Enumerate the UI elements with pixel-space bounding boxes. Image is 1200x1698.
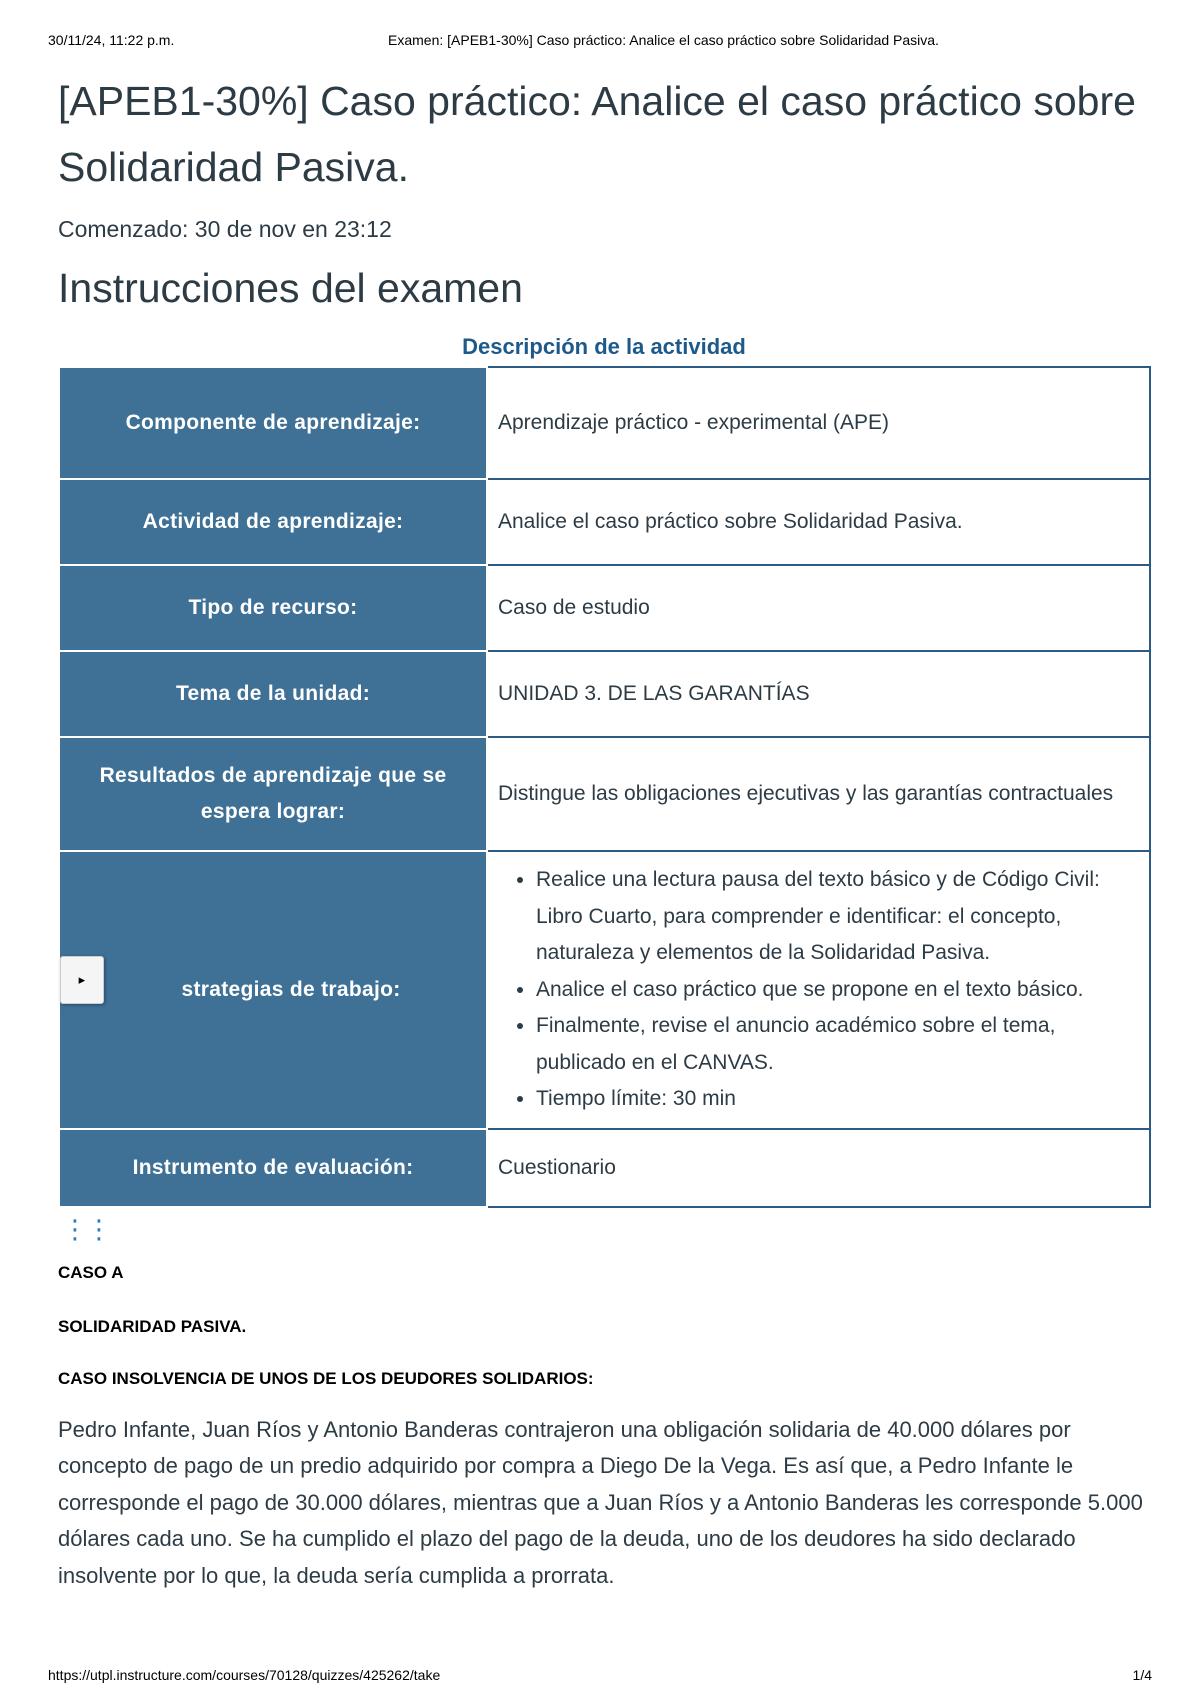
activity-table-caption: Descripción de la actividad [462,334,746,359]
case-subheading: SOLIDARIDAD PASIVA. [58,1316,247,1336]
row-label-evaluation: Instrumento de evaluación: [59,1129,487,1207]
table-row [59,651,1150,737]
strategies-label: strategias de trabajo: [181,977,401,1001]
strategies-list [498,862,1139,1118]
row-value-component: Aprendizaje práctico - experimental (APE) [487,367,1150,479]
case-subheading-insolvency: CASO INSOLVENCIA DE UNOS DE LOS DEUDORES SOLIDARIOS: [58,1368,594,1388]
print-doc-title: Examen: [APEB1-30%] Caso práctico: Analice el caso práctico sobre Solidaridad Pasiva. [388,32,939,48]
row-value-activity: Analice el caso práctico sobre Solidaridad Pasiva. [487,479,1150,565]
table-row [59,479,1150,565]
quiz-content [58,68,1150,1594]
table-row [59,737,1150,851]
row-value-evaluation: Cuestionario [487,1129,1150,1207]
row-label-resource-type: Tipo de recurso: [59,565,487,651]
row-label-unit-topic: Tema de la unidad: [59,651,487,737]
list-item: • Realice una lectura pausa del texto básico y de Código Civil: Libro Cuarto, para comprender e identificar: el concepto, naturaleza y elementos de la Solidaridad Pasiva. [536,862,1139,972]
row-value-unit-topic: UNIDAD 3. DE LAS GARANTÍAS [487,651,1150,737]
activity-description-table [58,366,1151,1208]
table-row [59,1129,1150,1207]
instructions-heading: Instrucciones del examen [58,265,523,311]
row-label-activity: Actividad de aprendizaje: [59,479,487,565]
expand-toggle-button[interactable] [60,956,104,1004]
case-heading: CASO A [58,1262,124,1282]
row-value-learning-results: Distingue las obligaciones ejecutivas y las garantías contractuales [487,737,1150,851]
row-label-strategies [59,851,487,1129]
list-item: • Finalmente, revise el anuncio académico sobre el tema, publicado en el CANVAS. [536,1008,1139,1081]
row-label-learning-results: Resultados de aprendizaje que se espera lograr: [59,737,487,851]
table-row [59,851,1150,1129]
table-row [59,565,1150,651]
row-value-resource-type: Caso de estudio [487,565,1150,651]
print-url: https://utpl.instructure.com/courses/70128/quizzes/425262/take [48,1667,441,1683]
print-header [48,32,1152,52]
quiz-title: [APEB1-30%] Caso práctico: Analice el caso práctico sobre Solidaridad Pasiva. [58,78,1136,190]
list-item: • Analice el caso práctico que se propone en el texto básico. [536,972,1139,1009]
play-triangle-icon: ▸ [78,972,86,987]
case-body-text: Pedro Infante, Juan Ríos y Antonio Banderas contrajeron una obligación solidaria de 40.000 dólares por concepto de pago de un predio adquirido por compra a Diego De la Vega. Es así que, a Pedro Infante le corresponde el pago de 30.000 dólares, mientras que a Juan Ríos y a Antonio Banderas les corresponde 5.000 dólares cada uno. Se ha cumplido el plazo del pago de la deuda, uno de los deudores ha sido declarado insolvente por lo que, la deuda sería cumplida a prorrata. [58,1416,1143,1588]
list-item: • Tiempo límite: 30 min [536,1081,1139,1118]
print-date: 30/11/24, 11:22 p.m. [48,32,175,48]
drag-handle-icon[interactable]: ⋮⋮ [62,1213,110,1244]
print-page-number: 1/4 [1132,1667,1152,1683]
row-label-component: Componente de aprendizaje: [59,367,487,479]
print-footer [48,1667,1152,1687]
table-row [59,367,1150,479]
quiz-started-time: Comenzado: 30 de nov en 23:12 [58,216,392,242]
row-value-strategies [487,851,1150,1129]
